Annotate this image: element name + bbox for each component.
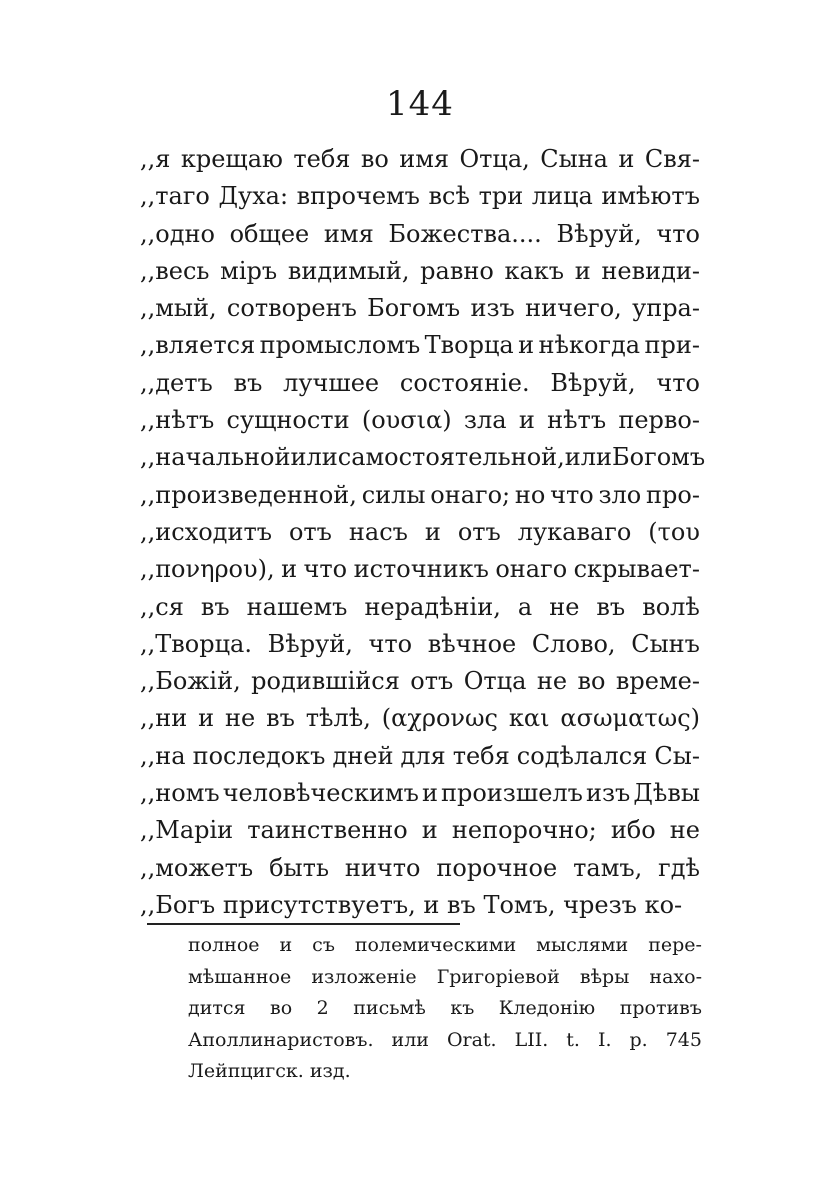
- main_text-line: ,,ни и не въ тѣлѣ, (αχρονως και ασωματως): [140, 704, 700, 733]
- main_text-line: ,,детъ въ лучшее состоянiе. Вѣруй, что: [140, 368, 700, 397]
- main_text-line: ,,весь мiръ видимый, равно какъ и невиди-: [140, 256, 700, 285]
- footnote-line: мѣшанное изложенiе Григорiевой вѣры нахо-: [188, 965, 702, 988]
- main_text-line: ,,мый, сотворенъ Богомъ изъ ничего, упра-: [140, 294, 700, 323]
- main_text-line: ,,номъ человѣческимъ и произшелъ изъ Дѣвы: [140, 779, 700, 808]
- main_text-line: ,,я крещаю тебя во имя Отца, Сына и Свя-: [140, 145, 700, 173]
- footnote-line: Аполлинаристовъ. или Orat. LII. t. I. p. 745: [188, 1028, 702, 1051]
- main_text-line: ,,Творца. Вѣруй, что вѣчное Слово, Сынъ: [140, 629, 700, 658]
- page-number: 144: [386, 84, 454, 124]
- main_text-line: ,,Божiй, родившiйся отъ Отца не во време-: [140, 667, 700, 696]
- main_text-line: ,,одно общее имя Божества.... Вѣруй, что: [140, 219, 700, 248]
- main_text-line: ,,таго Духа: впрочемъ всѣ три лица имѣютъ: [140, 182, 700, 211]
- footnote-line: полное и съ полемическими мыслями пере-: [188, 934, 702, 956]
- main_text-line: ,,произведенной, силы онаго; но что зло про-: [140, 480, 700, 509]
- main_text-line: ,,на последокъ дней для тебя содѣлался Сы-: [140, 741, 700, 770]
- footnote-rule: [147, 923, 460, 925]
- main_text-line: ,,начальной или самостоятельной, или Богомъ: [140, 443, 706, 472]
- footnote-line: Лейпцигск. изд.: [188, 1060, 351, 1083]
- main-text: [140, 141, 706, 924]
- main_text-line: ,,ся въ нашемъ нерадѣнiи, а не въ волѣ: [140, 592, 700, 621]
- main_text-line: ,,вляется промысломъ Творца и нѣкогда при-: [140, 331, 700, 360]
- main_text-line: ,,нѣтъ сущности (ουσια) зла и нѣтъ перво-: [140, 406, 700, 435]
- main_text-line: ,,πονηρου), и что источникъ онаго скрывает-: [140, 555, 700, 584]
- main_text-line: ,,Богъ присутствуетъ, и въ Томъ, чрезъ ко-: [140, 890, 683, 919]
- footnote: [188, 930, 702, 1088]
- main_text-line: ,,исходитъ отъ насъ и отъ лукаваго (του: [140, 517, 700, 546]
- main_text-line: ,,можетъ быть ничто порочное тамъ, гдѣ: [140, 853, 700, 882]
- footnote-line: дится во 2 письмѣ къ Кледонiю противъ: [188, 997, 702, 1020]
- main_text-line: ,,Марiи таинственно и непорочно; ибо не: [140, 816, 700, 845]
